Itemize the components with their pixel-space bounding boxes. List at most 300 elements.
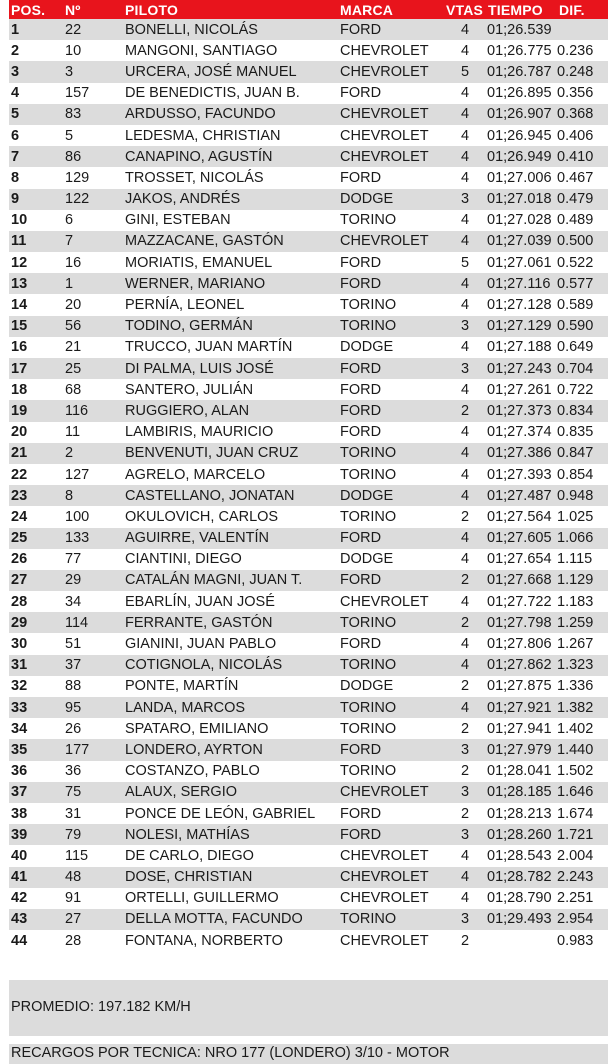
row-driver: EBARLÍN, JUAN JOSÉ: [123, 591, 338, 612]
row-brand: FORD: [338, 252, 444, 273]
row-laps: 4: [444, 464, 486, 485]
row-diff: 0.704: [557, 358, 608, 379]
row-position: 3: [9, 61, 63, 82]
row-brand: FORD: [338, 379, 444, 400]
row-brand: FORD: [338, 528, 444, 549]
row-laps: 4: [444, 485, 486, 506]
row-time: 01;27.668: [486, 570, 557, 591]
row-diff: 0.834: [557, 400, 608, 421]
row-brand: TORINO: [338, 612, 444, 633]
table-row: [9, 782, 608, 803]
row-laps: 3: [444, 358, 486, 379]
row-diff: 1.267: [557, 633, 608, 654]
row-diff: 0.248: [557, 61, 608, 82]
row-brand: FORD: [338, 19, 444, 40]
row-brand: FORD: [338, 633, 444, 654]
row-driver: LEDESMA, CHRISTIAN: [123, 125, 338, 146]
row-car-number: 86: [63, 146, 123, 167]
table-row: [9, 400, 608, 421]
row-laps: 3: [444, 189, 486, 210]
row-driver: CATALÁN MAGNI, JUAN T.: [123, 570, 338, 591]
row-driver: PONCE DE LEÓN, GABRIEL: [123, 803, 338, 824]
row-brand: FORD: [338, 167, 444, 188]
row-laps: 3: [444, 739, 486, 760]
row-driver: LANDA, MARCOS: [123, 697, 338, 718]
row-laps: 2: [444, 803, 486, 824]
row-laps: 4: [444, 633, 486, 654]
table-row: [9, 697, 608, 718]
row-position: 28: [9, 591, 63, 612]
row-car-number: 157: [63, 83, 123, 104]
row-time: 01;28.041: [486, 761, 557, 782]
table-row: [9, 294, 608, 315]
row-position: 36: [9, 761, 63, 782]
row-driver: DE CARLO, DIEGO: [123, 845, 338, 866]
row-laps: 3: [444, 909, 486, 930]
table-row: [9, 19, 608, 40]
row-laps: 2: [444, 761, 486, 782]
row-position: 34: [9, 718, 63, 739]
row-time: 01;27.654: [486, 549, 557, 570]
row-laps: 4: [444, 231, 486, 252]
row-brand: TORINO: [338, 718, 444, 739]
row-brand: CHEVROLET: [338, 888, 444, 909]
row-diff: 0.983: [557, 930, 608, 951]
row-driver: AGRELO, MARCELO: [123, 464, 338, 485]
row-diff: 1.721: [557, 824, 608, 845]
row-car-number: 51: [63, 633, 123, 654]
row-car-number: 114: [63, 612, 123, 633]
table-row: [9, 464, 608, 485]
row-brand: DODGE: [338, 337, 444, 358]
row-diff: 0.356: [557, 83, 608, 104]
results-table: [9, 0, 608, 951]
row-driver: PONTE, MARTÍN: [123, 676, 338, 697]
row-brand: FORD: [338, 739, 444, 760]
table-row: [9, 528, 608, 549]
table-row: [9, 189, 608, 210]
row-driver: CANAPINO, AGUSTÍN: [123, 146, 338, 167]
table-row: [9, 506, 608, 527]
row-brand: FORD: [338, 422, 444, 443]
row-time: 01;27.261: [486, 379, 557, 400]
row-time: 01;27.006: [486, 167, 557, 188]
row-laps: 4: [444, 19, 486, 40]
row-driver: COSTANZO, PABLO: [123, 761, 338, 782]
row-brand: DODGE: [338, 189, 444, 210]
row-time: 01;27.188: [486, 337, 557, 358]
row-time: 01;27.374: [486, 422, 557, 443]
row-time: 01;28.543: [486, 845, 557, 866]
row-brand: DODGE: [338, 485, 444, 506]
table-row: [9, 655, 608, 676]
table-row: [9, 358, 608, 379]
row-laps: 5: [444, 252, 486, 273]
row-position: 7: [9, 146, 63, 167]
row-driver: SPATARO, EMILIANO: [123, 718, 338, 739]
table-row: [9, 570, 608, 591]
row-car-number: 29: [63, 570, 123, 591]
row-car-number: 127: [63, 464, 123, 485]
row-laps: 4: [444, 40, 486, 61]
row-position: 15: [9, 316, 63, 337]
row-position: 4: [9, 83, 63, 104]
row-time: 01;27.061: [486, 252, 557, 273]
row-diff: 1.382: [557, 697, 608, 718]
row-diff: 1.336: [557, 676, 608, 697]
row-brand: CHEVROLET: [338, 40, 444, 61]
row-brand: TORINO: [338, 294, 444, 315]
row-position: 14: [9, 294, 63, 315]
row-diff: 0.854: [557, 464, 608, 485]
row-diff: 2.251: [557, 888, 608, 909]
row-laps: 3: [444, 316, 486, 337]
row-car-number: 77: [63, 549, 123, 570]
row-laps: 4: [444, 83, 486, 104]
table-row: [9, 40, 608, 61]
row-laps: 4: [444, 528, 486, 549]
row-diff: 2.243: [557, 867, 608, 888]
row-driver: TRUCCO, JUAN MARTÍN: [123, 337, 338, 358]
row-brand: FORD: [338, 803, 444, 824]
row-time: 01;28.213: [486, 803, 557, 824]
row-driver: TROSSET, NICOLÁS: [123, 167, 338, 188]
row-car-number: 91: [63, 888, 123, 909]
row-driver: GINI, ESTEBAN: [123, 210, 338, 231]
header-number: Nº: [63, 0, 123, 19]
table-row: [9, 803, 608, 824]
table-row: [9, 845, 608, 866]
row-driver: MORIATIS, EMANUEL: [123, 252, 338, 273]
row-car-number: 27: [63, 909, 123, 930]
row-laps: 3: [444, 782, 486, 803]
row-car-number: 6: [63, 210, 123, 231]
row-time: 01;27.979: [486, 739, 557, 760]
row-time: 01;27.722: [486, 591, 557, 612]
row-time: 01;26.539: [486, 19, 557, 40]
row-driver: SANTERO, JULIÁN: [123, 379, 338, 400]
row-diff: 1.183: [557, 591, 608, 612]
row-laps: 4: [444, 104, 486, 125]
table-row: [9, 739, 608, 760]
table-row: [9, 485, 608, 506]
row-position: 31: [9, 655, 63, 676]
row-position: 10: [9, 210, 63, 231]
table-row: [9, 549, 608, 570]
row-laps: 2: [444, 676, 486, 697]
row-time: 01;27.018: [486, 189, 557, 210]
row-diff: 0.590: [557, 316, 608, 337]
row-brand: TORINO: [338, 506, 444, 527]
row-driver: RUGGIERO, ALAN: [123, 400, 338, 421]
row-car-number: 83: [63, 104, 123, 125]
row-brand: CHEVROLET: [338, 782, 444, 803]
row-car-number: 129: [63, 167, 123, 188]
row-laps: 5: [444, 61, 486, 82]
row-time: 01;27.393: [486, 464, 557, 485]
row-car-number: 5: [63, 125, 123, 146]
row-laps: 4: [444, 845, 486, 866]
table-row: [9, 824, 608, 845]
row-driver: PERNÍA, LEONEL: [123, 294, 338, 315]
row-position: 13: [9, 273, 63, 294]
row-diff: 1.502: [557, 761, 608, 782]
table-row: [9, 273, 608, 294]
row-driver: FERRANTE, GASTÓN: [123, 612, 338, 633]
row-position: 19: [9, 400, 63, 421]
row-diff: 0.368: [557, 104, 608, 125]
row-brand: CHEVROLET: [338, 146, 444, 167]
row-time: 01;27.386: [486, 443, 557, 464]
header-brand: MARCA: [338, 0, 444, 19]
table-row: [9, 167, 608, 188]
row-car-number: 122: [63, 189, 123, 210]
row-brand: TORINO: [338, 909, 444, 930]
row-driver: CASTELLANO, JONATAN: [123, 485, 338, 506]
row-time: 01;27.128: [486, 294, 557, 315]
row-car-number: 7: [63, 231, 123, 252]
row-brand: TORINO: [338, 443, 444, 464]
row-car-number: 100: [63, 506, 123, 527]
row-car-number: 95: [63, 697, 123, 718]
row-car-number: 25: [63, 358, 123, 379]
row-diff: 0.835: [557, 422, 608, 443]
header-driver: PILOTO: [123, 0, 338, 19]
header-time: TIEMPO: [486, 0, 557, 19]
row-driver: DELLA MOTTA, FACUNDO: [123, 909, 338, 930]
row-car-number: 11: [63, 422, 123, 443]
row-driver: DE BENEDICTIS, JUAN B.: [123, 83, 338, 104]
row-time: 01;29.493: [486, 909, 557, 930]
row-position: 35: [9, 739, 63, 760]
row-diff: 1.323: [557, 655, 608, 676]
row-laps: 4: [444, 146, 486, 167]
table-row: [9, 909, 608, 930]
row-driver: FONTANA, NORBERTO: [123, 930, 338, 951]
row-laps: 4: [444, 125, 486, 146]
row-driver: GIANINI, JUAN PABLO: [123, 633, 338, 654]
row-brand: CHEVROLET: [338, 61, 444, 82]
row-diff: 0.406: [557, 125, 608, 146]
row-position: 26: [9, 549, 63, 570]
row-laps: 4: [444, 379, 486, 400]
row-brand: CHEVROLET: [338, 591, 444, 612]
row-diff: 0.479: [557, 189, 608, 210]
row-brand: TORINO: [338, 316, 444, 337]
row-time: 01;27.806: [486, 633, 557, 654]
row-time: 01;27.487: [486, 485, 557, 506]
row-position: 40: [9, 845, 63, 866]
table-row: [9, 146, 608, 167]
row-driver: ALAUX, SERGIO: [123, 782, 338, 803]
row-position: 9: [9, 189, 63, 210]
row-time: 01;27.605: [486, 528, 557, 549]
row-position: 32: [9, 676, 63, 697]
row-time: 01;27.798: [486, 612, 557, 633]
row-driver: CIANTINI, DIEGO: [123, 549, 338, 570]
row-position: 1: [9, 19, 63, 40]
row-time: 01;27.039: [486, 231, 557, 252]
row-position: 33: [9, 697, 63, 718]
row-diff: 1.129: [557, 570, 608, 591]
row-driver: AGUIRRE, VALENTÍN: [123, 528, 338, 549]
row-position: 11: [9, 231, 63, 252]
row-diff: 1.674: [557, 803, 608, 824]
row-position: 42: [9, 888, 63, 909]
row-driver: ORTELLI, GUILLERMO: [123, 888, 338, 909]
row-time: 01;26.895: [486, 83, 557, 104]
row-time: [486, 930, 557, 951]
row-position: 39: [9, 824, 63, 845]
row-diff: 1.066: [557, 528, 608, 549]
row-time: 01;27.129: [486, 316, 557, 337]
row-brand: TORINO: [338, 761, 444, 782]
row-brand: CHEVROLET: [338, 125, 444, 146]
table-row: [9, 83, 608, 104]
table-body: [9, 19, 608, 951]
row-position: 5: [9, 104, 63, 125]
row-brand: DODGE: [338, 549, 444, 570]
row-car-number: 133: [63, 528, 123, 549]
row-driver: URCERA, JOSÉ MANUEL: [123, 61, 338, 82]
row-diff: 0.722: [557, 379, 608, 400]
row-brand: CHEVROLET: [338, 845, 444, 866]
row-position: 43: [9, 909, 63, 930]
row-laps: 4: [444, 167, 486, 188]
row-laps: 4: [444, 697, 486, 718]
row-time: 01;27.941: [486, 718, 557, 739]
table-row: [9, 337, 608, 358]
row-diff: 0.589: [557, 294, 608, 315]
average-speed-band: [9, 980, 608, 1036]
row-position: 25: [9, 528, 63, 549]
row-driver: DOSE, CHRISTIAN: [123, 867, 338, 888]
row-diff: 2.004: [557, 845, 608, 866]
row-time: 01;27.862: [486, 655, 557, 676]
row-car-number: 34: [63, 591, 123, 612]
row-car-number: 8: [63, 485, 123, 506]
row-diff: 0.489: [557, 210, 608, 231]
row-car-number: 21: [63, 337, 123, 358]
row-driver: DI PALMA, LUIS JOSÉ: [123, 358, 338, 379]
row-laps: 4: [444, 443, 486, 464]
row-time: 01;27.564: [486, 506, 557, 527]
row-laps: 4: [444, 655, 486, 676]
row-driver: ARDUSSO, FACUNDO: [123, 104, 338, 125]
row-brand: TORINO: [338, 697, 444, 718]
row-diff: 0.410: [557, 146, 608, 167]
row-car-number: 48: [63, 867, 123, 888]
row-car-number: 79: [63, 824, 123, 845]
row-laps: 2: [444, 718, 486, 739]
row-time: 01;27.116: [486, 273, 557, 294]
row-driver: MANGONI, SANTIAGO: [123, 40, 338, 61]
row-position: 29: [9, 612, 63, 633]
row-time: 01;28.185: [486, 782, 557, 803]
row-car-number: 16: [63, 252, 123, 273]
row-brand: TORINO: [338, 210, 444, 231]
row-laps: 4: [444, 422, 486, 443]
row-time: 01;27.243: [486, 358, 557, 379]
row-position: 21: [9, 443, 63, 464]
row-driver: TODINO, GERMÁN: [123, 316, 338, 337]
row-laps: 4: [444, 549, 486, 570]
row-diff: 1.259: [557, 612, 608, 633]
row-position: 38: [9, 803, 63, 824]
row-laps: 4: [444, 337, 486, 358]
row-brand: FORD: [338, 83, 444, 104]
row-brand: CHEVROLET: [338, 231, 444, 252]
row-diff: 0.500: [557, 231, 608, 252]
row-time: 01;26.949: [486, 146, 557, 167]
row-car-number: 3: [63, 61, 123, 82]
row-car-number: 22: [63, 19, 123, 40]
header-pos: POS.: [9, 0, 63, 19]
row-time: 01;27.875: [486, 676, 557, 697]
row-car-number: 31: [63, 803, 123, 824]
row-time: 01;27.373: [486, 400, 557, 421]
row-driver: MAZZACANE, GASTÓN: [123, 231, 338, 252]
row-time: 01;26.787: [486, 61, 557, 82]
row-brand: CHEVROLET: [338, 867, 444, 888]
row-car-number: 115: [63, 845, 123, 866]
row-laps: 2: [444, 506, 486, 527]
row-diff: 2.954: [557, 909, 608, 930]
row-position: 22: [9, 464, 63, 485]
row-time: 01;26.907: [486, 104, 557, 125]
row-position: 30: [9, 633, 63, 654]
row-car-number: 56: [63, 316, 123, 337]
row-car-number: 28: [63, 930, 123, 951]
row-diff: 0.649: [557, 337, 608, 358]
row-driver: NOLESI, MATHÍAS: [123, 824, 338, 845]
row-position: 44: [9, 930, 63, 951]
row-laps: 4: [444, 210, 486, 231]
row-position: 41: [9, 867, 63, 888]
row-diff: 0.236: [557, 40, 608, 61]
row-laps: 4: [444, 888, 486, 909]
row-brand: DODGE: [338, 676, 444, 697]
row-position: 23: [9, 485, 63, 506]
row-brand: TORINO: [338, 464, 444, 485]
row-brand: TORINO: [338, 655, 444, 676]
table-row: [9, 761, 608, 782]
table-row: [9, 676, 608, 697]
row-laps: 4: [444, 867, 486, 888]
row-brand: FORD: [338, 358, 444, 379]
header-diff: DIF.: [557, 0, 608, 19]
row-car-number: 116: [63, 400, 123, 421]
row-car-number: 36: [63, 761, 123, 782]
table-row: [9, 379, 608, 400]
penalties-text: RECARGOS POR TECNICA: NRO 177 (LONDERO) 3/10 - MOTOR: [11, 1045, 450, 1061]
row-time: 01;28.260: [486, 824, 557, 845]
row-position: 2: [9, 40, 63, 61]
row-brand: CHEVROLET: [338, 930, 444, 951]
table-row: [9, 422, 608, 443]
table-row: [9, 252, 608, 273]
row-car-number: 68: [63, 379, 123, 400]
table-row: [9, 591, 608, 612]
row-position: 20: [9, 422, 63, 443]
row-diff: 1.646: [557, 782, 608, 803]
row-diff: 0.522: [557, 252, 608, 273]
row-car-number: 20: [63, 294, 123, 315]
row-laps: 3: [444, 824, 486, 845]
row-position: 37: [9, 782, 63, 803]
row-diff: 0.467: [557, 167, 608, 188]
row-position: 16: [9, 337, 63, 358]
